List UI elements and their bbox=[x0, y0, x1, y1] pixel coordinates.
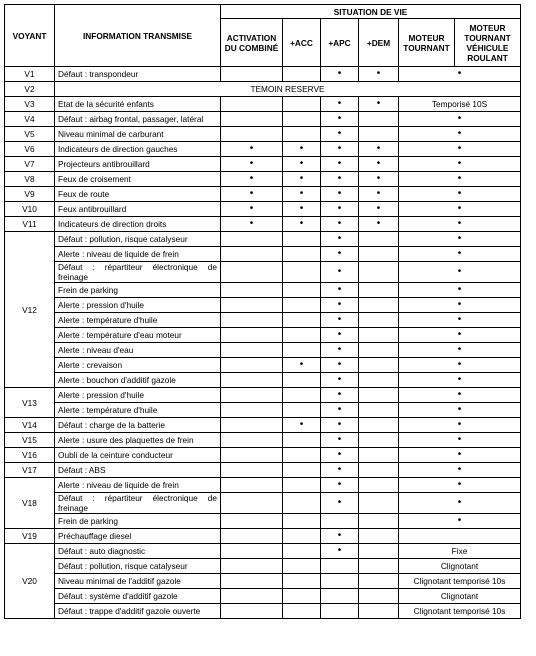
mark-cell-acc bbox=[283, 433, 321, 448]
mark-cell-acc bbox=[283, 313, 321, 328]
voyant-cell: V20 bbox=[5, 544, 55, 619]
mark-cell-dem: • bbox=[359, 142, 399, 157]
mark-cell-apc: • bbox=[321, 448, 359, 463]
mark-cell-apc bbox=[321, 589, 359, 604]
mark-cell-apc bbox=[321, 514, 359, 529]
information-cell: Alerte : pression d'huile bbox=[55, 298, 221, 313]
information-cell: Alerte : température d'huile bbox=[55, 403, 221, 418]
information-cell: Défaut : ABS bbox=[55, 463, 221, 478]
table-row bbox=[5, 514, 521, 529]
col-acc-header: +ACC bbox=[283, 19, 321, 67]
mark-cell-dem bbox=[359, 247, 399, 262]
table-row bbox=[5, 328, 521, 343]
mark-cell-activation: • bbox=[221, 202, 283, 217]
moteur-tournant-cell: Clignotant bbox=[399, 559, 521, 574]
col-vehicule-roulant-header: MOTEUR TOURNANT VÉHICULE ROULANT bbox=[455, 19, 521, 67]
mark-cell-acc: • bbox=[283, 418, 321, 433]
mark-cell-acc bbox=[283, 343, 321, 358]
moteur-tournant-cell: • bbox=[399, 232, 521, 247]
table-row bbox=[5, 142, 521, 157]
information-cell: Frein de parking bbox=[55, 283, 221, 298]
mark-cell-dem: • bbox=[359, 187, 399, 202]
mark-cell-activation bbox=[221, 328, 283, 343]
mark-cell-acc bbox=[283, 559, 321, 574]
table-row bbox=[5, 463, 521, 478]
mark-cell-apc: • bbox=[321, 187, 359, 202]
moteur-tournant-cell: Clignotant bbox=[399, 589, 521, 604]
information-cell: Feux de croisement bbox=[55, 172, 221, 187]
information-cell: Défaut : auto diagnostic bbox=[55, 544, 221, 559]
mark-cell-acc bbox=[283, 514, 321, 529]
voyant-cell: V15 bbox=[5, 433, 55, 448]
table-row bbox=[5, 544, 521, 559]
mark-cell-apc: • bbox=[321, 298, 359, 313]
table-row bbox=[5, 247, 521, 262]
mark-cell-activation bbox=[221, 97, 283, 112]
voyant-cell: V2 bbox=[5, 82, 55, 97]
situation-header: SITUATION DE VIE bbox=[221, 5, 521, 19]
mark-cell-acc bbox=[283, 262, 321, 283]
table-row bbox=[5, 283, 521, 298]
information-cell: Défaut : airbag frontal, passager, latéral bbox=[55, 112, 221, 127]
mark-cell-activation bbox=[221, 463, 283, 478]
table-body bbox=[5, 67, 521, 619]
table-row bbox=[5, 232, 521, 247]
information-cell: Défaut : répartiteur électronique de freinage bbox=[55, 493, 221, 514]
moteur-tournant-cell: • bbox=[399, 433, 521, 448]
mark-cell-activation bbox=[221, 448, 283, 463]
information-cell: Alerte : température d'huile bbox=[55, 313, 221, 328]
moteur-tournant-cell bbox=[399, 529, 521, 544]
mark-cell-activation bbox=[221, 559, 283, 574]
moteur-tournant-cell: • bbox=[399, 328, 521, 343]
mark-cell-acc: • bbox=[283, 142, 321, 157]
information-cell: Alerte : bouchon d'additif gazole bbox=[55, 373, 221, 388]
mark-cell-apc: • bbox=[321, 172, 359, 187]
table-row bbox=[5, 448, 521, 463]
mark-cell-dem bbox=[359, 283, 399, 298]
moteur-tournant-cell: • bbox=[399, 187, 521, 202]
voyant-cell: V11 bbox=[5, 217, 55, 232]
table-row bbox=[5, 82, 521, 97]
table-row bbox=[5, 172, 521, 187]
information-cell: Défaut : pollution, risque catalyseur bbox=[55, 232, 221, 247]
mark-cell-acc bbox=[283, 604, 321, 619]
mark-cell-acc: • bbox=[283, 358, 321, 373]
table-row bbox=[5, 313, 521, 328]
mark-cell-apc: • bbox=[321, 157, 359, 172]
information-cell: Feux antibrouillard bbox=[55, 202, 221, 217]
table-row bbox=[5, 67, 521, 82]
mark-cell-dem bbox=[359, 589, 399, 604]
mark-cell-dem bbox=[359, 433, 399, 448]
voyant-cell: V17 bbox=[5, 463, 55, 478]
mark-cell-apc: • bbox=[321, 283, 359, 298]
voyant-cell: V19 bbox=[5, 529, 55, 544]
table-row bbox=[5, 262, 521, 283]
moteur-tournant-cell: • bbox=[399, 493, 521, 514]
information-cell: Niveau minimal de l'additif gazole bbox=[55, 574, 221, 589]
information-cell: Alerte : niveau de liquide de frein bbox=[55, 247, 221, 262]
information-cell: Défaut : charge de la batterie bbox=[55, 418, 221, 433]
table-row bbox=[5, 403, 521, 418]
moteur-tournant-cell: Clignotant temporisé 10s bbox=[399, 574, 521, 589]
mark-cell-dem bbox=[359, 343, 399, 358]
voyant-cell: V10 bbox=[5, 202, 55, 217]
mark-cell-acc bbox=[283, 574, 321, 589]
mark-cell-apc bbox=[321, 574, 359, 589]
information-cell: Feux de route bbox=[55, 187, 221, 202]
mark-cell-activation bbox=[221, 493, 283, 514]
mark-cell-acc bbox=[283, 298, 321, 313]
mark-cell-activation bbox=[221, 112, 283, 127]
mark-cell-acc bbox=[283, 328, 321, 343]
mark-cell-acc bbox=[283, 493, 321, 514]
mark-cell-acc bbox=[283, 97, 321, 112]
mark-cell-dem bbox=[359, 463, 399, 478]
mark-cell-dem: • bbox=[359, 157, 399, 172]
information-cell: Alerte : usure des plaquettes de frein bbox=[55, 433, 221, 448]
moteur-tournant-cell: • bbox=[399, 343, 521, 358]
voyant-cell: V13 bbox=[5, 388, 55, 418]
warning-lights-table bbox=[4, 4, 521, 619]
mark-cell-activation bbox=[221, 247, 283, 262]
mark-cell-apc: • bbox=[321, 142, 359, 157]
voyant-header: VOYANT bbox=[5, 5, 55, 67]
mark-cell-activation: • bbox=[221, 142, 283, 157]
voyant-cell: V6 bbox=[5, 142, 55, 157]
mark-cell-apc: • bbox=[321, 463, 359, 478]
mark-cell-dem bbox=[359, 478, 399, 493]
mark-cell-acc bbox=[283, 247, 321, 262]
mark-cell-activation bbox=[221, 313, 283, 328]
mark-cell-activation bbox=[221, 418, 283, 433]
moteur-tournant-cell: • bbox=[399, 157, 521, 172]
mark-cell-apc: • bbox=[321, 112, 359, 127]
table-row bbox=[5, 187, 521, 202]
mark-cell-activation bbox=[221, 544, 283, 559]
voyant-cell: V1 bbox=[5, 67, 55, 82]
information-cell: Oubli de la ceinture conducteur bbox=[55, 448, 221, 463]
mark-cell-acc bbox=[283, 589, 321, 604]
information-cell: Frein de parking bbox=[55, 514, 221, 529]
moteur-tournant-cell: • bbox=[399, 478, 521, 493]
mark-cell-apc: • bbox=[321, 97, 359, 112]
mark-cell-apc: • bbox=[321, 343, 359, 358]
mark-cell-activation bbox=[221, 529, 283, 544]
voyant-cell: V8 bbox=[5, 172, 55, 187]
table-row bbox=[5, 388, 521, 403]
voyant-cell: V5 bbox=[5, 127, 55, 142]
table-row bbox=[5, 604, 521, 619]
mark-cell-activation bbox=[221, 343, 283, 358]
mark-cell-apc: • bbox=[321, 358, 359, 373]
moteur-tournant-cell: Fixe bbox=[399, 544, 521, 559]
mark-cell-apc: • bbox=[321, 232, 359, 247]
information-cell: Niveau minimal de carburant bbox=[55, 127, 221, 142]
mark-cell-dem bbox=[359, 604, 399, 619]
information-cell: Alerte : crevaison bbox=[55, 358, 221, 373]
mark-cell-dem bbox=[359, 328, 399, 343]
table-row bbox=[5, 559, 521, 574]
mark-cell-acc bbox=[283, 529, 321, 544]
voyant-cell: V7 bbox=[5, 157, 55, 172]
mark-cell-apc: • bbox=[321, 313, 359, 328]
mark-cell-apc: • bbox=[321, 373, 359, 388]
moteur-tournant-cell: • bbox=[399, 217, 521, 232]
mark-cell-acc bbox=[283, 67, 321, 82]
mark-cell-acc bbox=[283, 112, 321, 127]
information-cell: Défaut : trappe d'additif gazole ouverte bbox=[55, 604, 221, 619]
mark-cell-acc: • bbox=[283, 202, 321, 217]
mark-cell-apc: • bbox=[321, 217, 359, 232]
table-row bbox=[5, 97, 521, 112]
mark-cell-dem: • bbox=[359, 217, 399, 232]
voyant-cell: V4 bbox=[5, 112, 55, 127]
mark-cell-activation bbox=[221, 388, 283, 403]
table-row bbox=[5, 418, 521, 433]
mark-cell-apc: • bbox=[321, 478, 359, 493]
moteur-tournant-cell: • bbox=[399, 202, 521, 217]
col-apc-header: +APC bbox=[321, 19, 359, 67]
information-header: INFORMATION TRANSMISE bbox=[55, 5, 221, 67]
moteur-tournant-cell: • bbox=[399, 403, 521, 418]
mark-cell-acc bbox=[283, 388, 321, 403]
mark-cell-acc bbox=[283, 283, 321, 298]
moteur-tournant-cell: • bbox=[399, 127, 521, 142]
table-row bbox=[5, 433, 521, 448]
col-dem-header: +DEM bbox=[359, 19, 399, 67]
information-cell: Défaut : transpondeur bbox=[55, 67, 221, 82]
mark-cell-activation bbox=[221, 358, 283, 373]
information-cell: Alerte : pression d'huile bbox=[55, 388, 221, 403]
mark-cell-acc bbox=[283, 478, 321, 493]
table-row bbox=[5, 157, 521, 172]
voyant-cell: V12 bbox=[5, 232, 55, 388]
mark-cell-activation bbox=[221, 283, 283, 298]
information-cell: Indicateurs de direction droits bbox=[55, 217, 221, 232]
mark-cell-dem bbox=[359, 418, 399, 433]
information-cell: Défaut : répartiteur électronique de freinage bbox=[55, 262, 221, 283]
table-row bbox=[5, 529, 521, 544]
mark-cell-apc: • bbox=[321, 433, 359, 448]
mark-cell-dem bbox=[359, 544, 399, 559]
mark-cell-activation bbox=[221, 604, 283, 619]
mark-cell-dem bbox=[359, 358, 399, 373]
mark-cell-dem bbox=[359, 127, 399, 142]
mark-cell-apc: • bbox=[321, 202, 359, 217]
mark-cell-dem: • bbox=[359, 97, 399, 112]
moteur-tournant-cell: • bbox=[399, 298, 521, 313]
mark-cell-dem bbox=[359, 559, 399, 574]
mark-cell-apc: • bbox=[321, 127, 359, 142]
information-cell: Défaut : pollution, risque catalyseur bbox=[55, 559, 221, 574]
mark-cell-dem bbox=[359, 112, 399, 127]
moteur-tournant-cell: • bbox=[399, 67, 521, 82]
information-cell: Préchauffage diesel bbox=[55, 529, 221, 544]
information-cell: Alerte : niveau de liquide de frein bbox=[55, 478, 221, 493]
mark-cell-apc: • bbox=[321, 418, 359, 433]
information-cell: Défaut : système d'additif gazole bbox=[55, 589, 221, 604]
col-activation-header: ACTIVATION DU COMBINÉ bbox=[221, 19, 283, 67]
mark-cell-acc bbox=[283, 373, 321, 388]
moteur-tournant-cell: • bbox=[399, 373, 521, 388]
moteur-tournant-cell: • bbox=[399, 172, 521, 187]
mark-cell-dem bbox=[359, 403, 399, 418]
mark-cell-acc: • bbox=[283, 157, 321, 172]
moteur-tournant-cell: Temporisé 10S bbox=[399, 97, 521, 112]
table-row bbox=[5, 373, 521, 388]
mark-cell-apc: • bbox=[321, 493, 359, 514]
mark-cell-dem bbox=[359, 388, 399, 403]
mark-cell-acc bbox=[283, 403, 321, 418]
mark-cell-apc bbox=[321, 604, 359, 619]
table-header bbox=[5, 5, 521, 67]
mark-cell-dem bbox=[359, 574, 399, 589]
moteur-tournant-cell: • bbox=[399, 418, 521, 433]
mark-cell-apc: • bbox=[321, 529, 359, 544]
mark-cell-dem: • bbox=[359, 202, 399, 217]
table-row bbox=[5, 202, 521, 217]
moteur-tournant-cell: • bbox=[399, 247, 521, 262]
table-row bbox=[5, 478, 521, 493]
mark-cell-acc: • bbox=[283, 187, 321, 202]
moteur-tournant-cell: • bbox=[399, 262, 521, 283]
mark-cell-dem bbox=[359, 529, 399, 544]
mark-cell-activation bbox=[221, 403, 283, 418]
mark-cell-activation bbox=[221, 298, 283, 313]
table-row bbox=[5, 217, 521, 232]
mark-cell-dem bbox=[359, 313, 399, 328]
moteur-tournant-cell: • bbox=[399, 514, 521, 529]
mark-cell-dem bbox=[359, 448, 399, 463]
mark-cell-acc bbox=[283, 544, 321, 559]
table-row bbox=[5, 298, 521, 313]
moteur-tournant-cell: • bbox=[399, 463, 521, 478]
mark-cell-acc: • bbox=[283, 172, 321, 187]
mark-cell-activation bbox=[221, 433, 283, 448]
mark-cell-activation: • bbox=[221, 217, 283, 232]
mark-cell-activation: • bbox=[221, 157, 283, 172]
mark-cell-activation: • bbox=[221, 172, 283, 187]
moteur-tournant-cell: • bbox=[399, 142, 521, 157]
moteur-tournant-cell: • bbox=[399, 313, 521, 328]
information-cell: Alerte : température d'eau moteur bbox=[55, 328, 221, 343]
mark-cell-activation: • bbox=[221, 187, 283, 202]
mark-cell-apc: • bbox=[321, 247, 359, 262]
mark-cell-dem bbox=[359, 262, 399, 283]
table-wrapper bbox=[4, 4, 521, 619]
moteur-tournant-cell: • bbox=[399, 112, 521, 127]
moteur-tournant-cell: • bbox=[399, 283, 521, 298]
moteur-tournant-cell: Clignotant temporisé 10s bbox=[399, 604, 521, 619]
table-row bbox=[5, 574, 521, 589]
mark-cell-apc: • bbox=[321, 403, 359, 418]
mark-cell-activation bbox=[221, 262, 283, 283]
mark-cell-apc bbox=[321, 559, 359, 574]
voyant-cell: V9 bbox=[5, 187, 55, 202]
moteur-tournant-cell: • bbox=[399, 388, 521, 403]
voyant-cell: V16 bbox=[5, 448, 55, 463]
mark-cell-activation bbox=[221, 232, 283, 247]
table-row bbox=[5, 358, 521, 373]
mark-cell-dem bbox=[359, 298, 399, 313]
mark-cell-apc: • bbox=[321, 388, 359, 403]
mark-cell-apc: • bbox=[321, 67, 359, 82]
mark-cell-dem: • bbox=[359, 172, 399, 187]
voyant-cell: V18 bbox=[5, 478, 55, 529]
mark-cell-acc bbox=[283, 463, 321, 478]
mark-cell-apc: • bbox=[321, 544, 359, 559]
voyant-cell: V3 bbox=[5, 97, 55, 112]
mark-cell-activation bbox=[221, 127, 283, 142]
information-cell: Etat de la sécurité enfants bbox=[55, 97, 221, 112]
table-row bbox=[5, 112, 521, 127]
col-moteur-tournant-header: MOTEUR TOURNANT bbox=[399, 19, 455, 67]
table-row bbox=[5, 589, 521, 604]
moteur-tournant-cell: • bbox=[399, 448, 521, 463]
mark-cell-activation bbox=[221, 478, 283, 493]
mark-cell-activation bbox=[221, 589, 283, 604]
table-row bbox=[5, 343, 521, 358]
mark-cell-acc bbox=[283, 127, 321, 142]
mark-cell-dem bbox=[359, 493, 399, 514]
mark-cell-apc: • bbox=[321, 262, 359, 283]
mark-cell-dem bbox=[359, 514, 399, 529]
voyant-cell: V14 bbox=[5, 418, 55, 433]
mark-cell-acc: • bbox=[283, 217, 321, 232]
information-cell: Alerte : niveau d'eau bbox=[55, 343, 221, 358]
information-cell: Indicateurs de direction gauches bbox=[55, 142, 221, 157]
mark-cell-activation bbox=[221, 514, 283, 529]
mark-cell-activation bbox=[221, 574, 283, 589]
mark-cell-dem: • bbox=[359, 67, 399, 82]
moteur-tournant-cell: • bbox=[399, 358, 521, 373]
mark-cell-activation bbox=[221, 67, 283, 82]
table-row bbox=[5, 493, 521, 514]
mark-cell-activation bbox=[221, 373, 283, 388]
table-row bbox=[5, 127, 521, 142]
mark-cell-dem bbox=[359, 373, 399, 388]
mark-cell-acc bbox=[283, 448, 321, 463]
mark-cell-apc: • bbox=[321, 328, 359, 343]
reserved-cell: TEMOIN RESERVE bbox=[55, 82, 521, 97]
information-cell: Projecteurs antibrouillard bbox=[55, 157, 221, 172]
mark-cell-acc bbox=[283, 232, 321, 247]
mark-cell-dem bbox=[359, 232, 399, 247]
